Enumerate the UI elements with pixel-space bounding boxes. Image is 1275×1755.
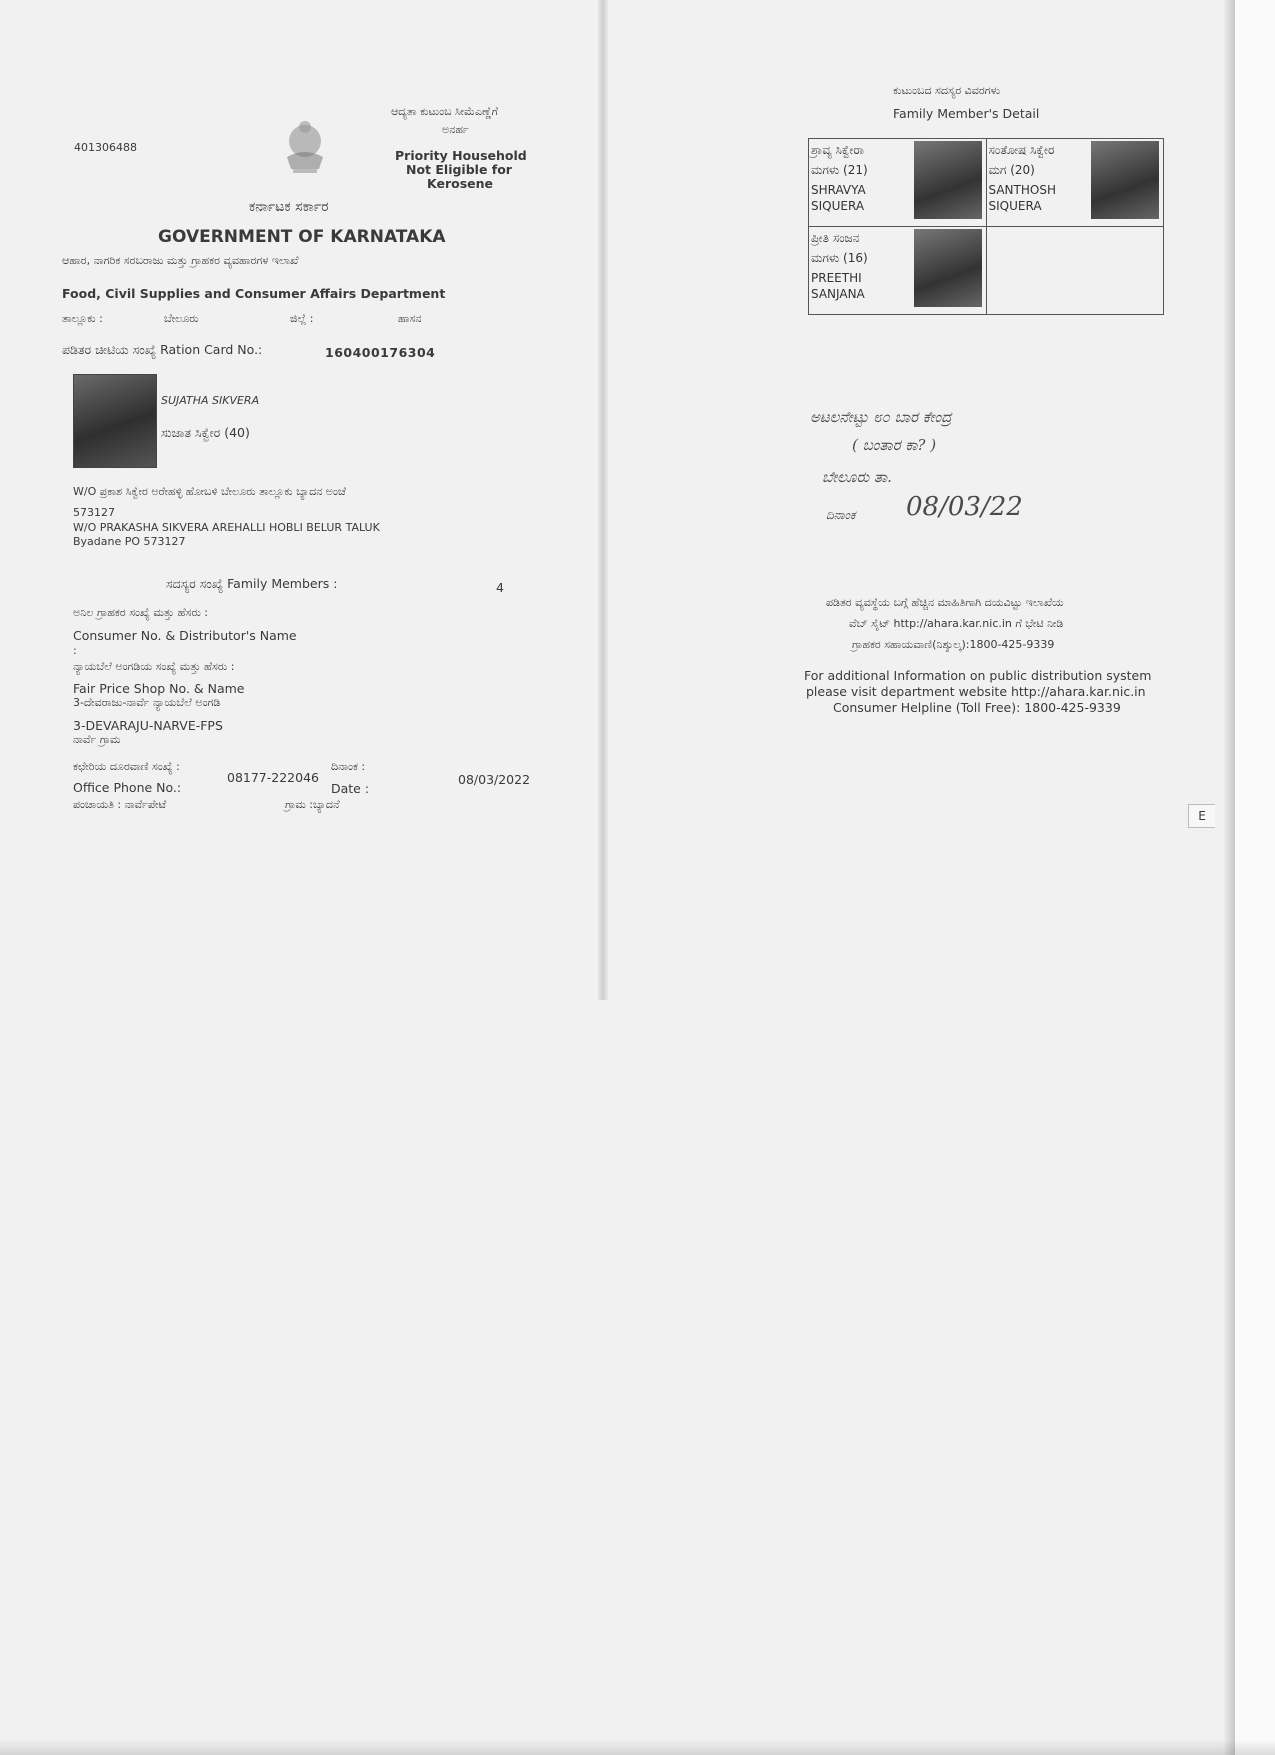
office-phone-label-kn: ಕಛೇರಿಯ ದೂರವಾಣಿ ಸಂಖ್ಯೆ : [73,760,180,773]
district-value: ಹಾಸನ [398,312,422,325]
category-en-1: Priority Household [395,148,527,163]
consumer-label-en: Consumer No. & Distributor's Name [73,628,297,643]
family-member-table [808,138,1164,315]
village: ಗ್ರಾಮ :ಬ್ಯಾದನೆ [285,798,340,811]
member-name-en-1: SHRAVYA [811,183,866,197]
karnataka-emblem-icon [275,117,335,177]
holder-name-kn: ಸುಜಾತ ಸಿಕ್ವೇರ (40) [161,425,250,440]
ration-card-number: 160400176304 [325,345,436,360]
handwritten-date-label: ದಿನಾಂಕ [826,508,856,522]
member-photo [1091,141,1159,219]
info-en-2: please visit department website http://ahara.kar.nic.in [806,684,1146,699]
member-name-kn: ಶ್ರಾವ್ಯ ಸಿಕ್ವೇರಾ [811,143,864,157]
family-member-cell [809,139,987,227]
member-name-en-1: SANTHOSH [988,183,1056,197]
category-en-2: Not Eligible for [406,162,512,177]
bottom-edge-shadow [0,1739,1275,1755]
paper-fold [598,0,608,1000]
member-name-en-2: SIQUERA [988,199,1042,213]
info-kn-3: ಗ್ರಾಹಕರ ಸಹಾಯವಾಣಿ(ನಿಶ್ಶುಲ್ಕ):1800-425-9339 [852,638,1055,651]
address-kn: W/O ಪ್ರಕಾಶ ಸಿಕ್ವೇರ ಅರೇಹಳ್ಳಿ ಹೋಬಳಿ ಬೇಲೂರು ತಾಲ್ಲೂಕು ಬ್ಯಾದನ ಅಂಚೆ [73,485,346,498]
address-en-1: W/O PRAKASHA SIKVERA AREHALLI HOBLI BELUR TALUK [73,521,380,534]
member-name-en-1: PREETHI [811,271,862,285]
government-en: GOVERNMENT OF KARNATAKA [158,227,446,247]
member-relation: ಮಗಳು (16) [811,251,868,265]
handwritten-endorsement-3: ಬೇಲೂರು ತಾ. [822,468,892,486]
member-photo [914,229,982,307]
category-kn: ಆದ್ಯತಾ ಕುಟುಂಬ ಸೀಮೆಎಣ್ಣೆಗೆ [391,105,498,118]
consumer-colon: : [73,644,77,657]
fps-village-kn: ನಾರ್ವೆ ಗ್ರಾಮ [73,733,121,746]
member-name-en-2: SANJANA [811,287,865,301]
office-phone-value: 08177-222046 [227,770,319,785]
handwritten-endorsement-1: ಅಟಲನೇಟ್ಟು ೮೦ ಬಾರ ಕೇಂದ್ರ [810,408,952,426]
empty-cell [986,227,1164,315]
member-relation: ಮಗ (20) [988,163,1035,177]
government-kn: ಕರ್ನಾಟಕ ಸರ್ಕಾರ [249,199,329,215]
edge-tab: E [1188,804,1215,828]
page-edge-shadow [1223,0,1235,1755]
date-label-kn: ದಿನಾಂಕ : [331,760,366,773]
card-id: 401306488 [74,141,137,154]
page-margin [1235,0,1275,1755]
holder-photo [73,374,157,468]
handwritten-date: 08/03/22 [906,492,1023,522]
address-en-2: Byadane PO 573127 [73,535,186,548]
ration-card-label: ಪಡಿತರ ಚೀಟಿಯ ಸಂಖ್ಯೆ Ration Card No.: [62,342,263,357]
family-members-count: 4 [496,580,504,595]
taluk-value: ಬೇಲೂರು [164,312,199,325]
member-name-en-2: SIQUERA [811,199,865,213]
panchayat: ಪಂಚಾಯತಿ : ನಾರ್ವೆಪೇಟೆ [73,798,167,811]
fps-value-en: 3-DEVARAJU-NARVE-FPS [73,718,223,733]
member-name-kn: ಸಂತೋಷ ಸಿಕ್ವೇರ [988,143,1055,157]
family-member-cell [809,227,987,315]
department-kn: ಆಹಾರ, ನಾಗರಿಕ ಸರಬರಾಜು ಮತ್ತು ಗ್ರಾಹಕರ ವ್ಯವಹಾರಗಳ ಇಲಾಖೆ [62,254,299,267]
member-relation: ಮಗಳು (21) [811,163,868,177]
member-photo [914,141,982,219]
issue-date: 08/03/2022 [458,772,531,787]
fps-label-en: Fair Price Shop No. & Name [73,681,245,696]
address-pin: 573127 [73,506,115,519]
category-en-3: Kerosene [427,176,493,191]
fps-label-kn: ನ್ಯಾಯಬೆಲೆ ಅಂಗಡಿಯ ಸಂಖ್ಯೆ ಮತ್ತು ಹೆಸರು : [73,660,235,673]
holder-name-en: SUJATHA SIKVERA [161,394,260,407]
member-name-kn: ಪ್ರೀತಿ ಸಂಜನ [811,231,860,245]
family-members-label: ಸದಸ್ಯರ ಸಂಖ್ಯೆ Family Members : [166,576,338,591]
consumer-label-kn: ಅನಿಲ ಗ್ರಾಹಕರ ಸಂಖ್ಯೆ ಮತ್ತು ಹೆಸರು : [73,606,209,619]
category-kn-2: ಅನರ್ಹ [442,123,469,136]
family-member-cell [986,139,1164,227]
info-kn-2: ವೆಬ್ ಸೈಟ್ http://ahara.kar.nic.in ಗೆ ಭೇಟಿ ನೀಡಿ [849,617,1064,630]
info-en-1: For additional Information on public distribution system [804,668,1152,683]
taluk-label: ತಾಲ್ಲೂಕು : [62,312,103,325]
date-label-en: Date : [331,781,370,796]
info-en-3: Consumer Helpline (Toll Free): 1800-425-9339 [833,700,1121,715]
fps-value-kn: 3-ದೇವರಾಜು-ನಾರ್ವೆ ನ್ಯಾಯಬೆಲೆ ಅಂಗಡಿ [73,696,221,709]
info-kn-1: ಪಡಿತರ ವ್ಯವಸ್ಥೆಯ ಬಗ್ಗೆ ಹೆಚ್ಚಿನ ಮಾಹಿತಿಗಾಗಿ ದಯವಿಟ್ಟು ಇಲಾಖೆಯ [826,596,1064,609]
family-detail-title-en: Family Member's Detail [893,106,1040,121]
district-label: ಜಿಲ್ಲೆ : [290,312,314,325]
office-phone-label-en: Office Phone No.: [73,780,182,795]
department-en: Food, Civil Supplies and Consumer Affairs Department [62,286,446,301]
handwritten-endorsement-2: ( ಬಂತಾರ ಕಾ? ) [852,436,937,454]
family-detail-title-kn: ಕುಟುಂಬದ ಸದಸ್ಯರ ವಿವರಗಳು [893,84,1001,97]
